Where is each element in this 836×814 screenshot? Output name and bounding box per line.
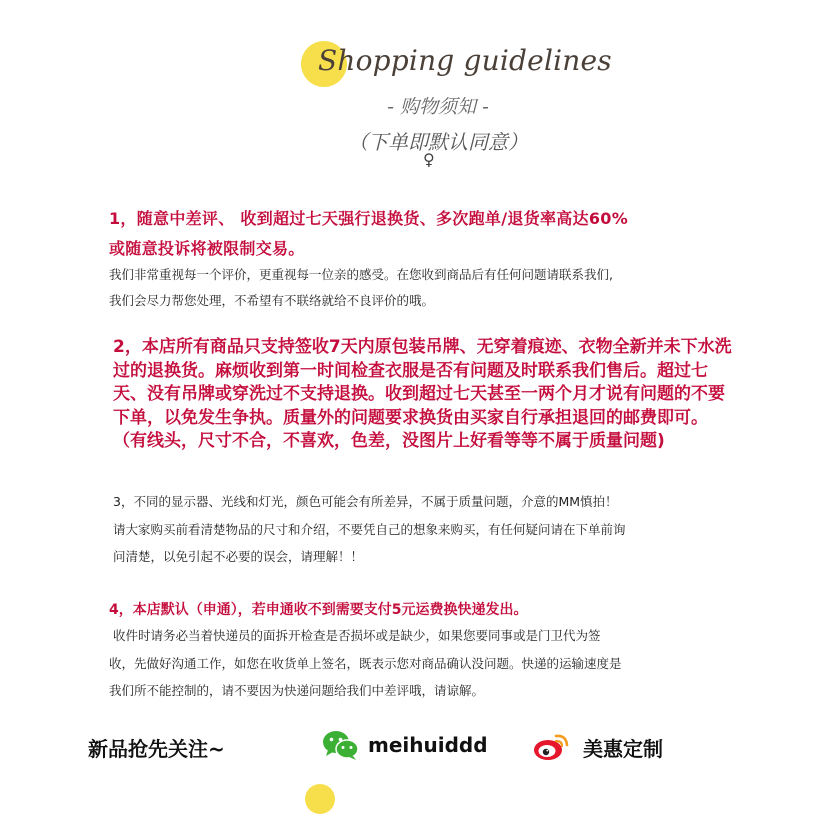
guideline-section-3 [113, 488, 753, 571]
section-1-heading-line1: 1，随意中差评、 收到超过七天强行退换货、多次跑单/退货率高达60% [109, 209, 629, 228]
wechat-id: meihuiddd [368, 733, 488, 757]
follow-footer [0, 727, 836, 767]
follow-label: 新品抢先关注~ [88, 737, 225, 761]
guideline-section-4 [109, 600, 749, 705]
section-3-line3: 问清楚，以免引起不必要的误会，请理解！！ [113, 549, 364, 564]
page-subtitle: （下单即默认同意） [348, 130, 528, 154]
guideline-section-2 [113, 336, 753, 454]
section-1-body-line2: 我们会尽力帮您处理，不希望有不联络就给不良评价的哦。 [109, 293, 435, 308]
section-1-heading-line2: 或随意投诉将被限制交易。 [109, 239, 305, 258]
section-2-text: 2，本店所有商品只支持签收7天内原包装吊牌、无穿着痕迹、衣物全新并未下水洗过的退换货。麻烦收到第一时间检查衣服是否有问题及时联系我们售后。超过七天、没有吊牌或穿洗过不支持退换。收到超过七天甚至一两个月才说有问题的不要下单，以免发生争执。质量外的问题要求换货由买家自行承担退回的邮费即可。（有线头，尺寸不合，不喜欢，色差，没图片上好看等等不属于质量问题) [113, 337, 732, 451]
wechat-icon [322, 729, 360, 765]
weibo-icon [533, 731, 571, 767]
section-3-line2: 请大家购买前看清楚物品的尺寸和介绍，不要凭自己的想象来购买，有任何疑问请在下单前询 [113, 521, 626, 537]
weibo-name: 美惠定制 [583, 737, 663, 761]
section-4-line2: 收，先做好沟通工作，如您在收货单上签名，既表示您对商品确认没问题。快递的运输速度是 [109, 655, 622, 671]
section-1-body-line1: 我们非常重视每一个评价，更重视每一位亲的感受。在您收到商品后有任何问题请联系我们, [109, 267, 613, 282]
section-3-line1: 3，不同的显示器、光线和灯光，颜色可能会有所差异，不属于质量问题，介意的MM慎拍！ [113, 494, 618, 509]
section-4-line1: 收件时请务必当着快递员的面拆开检查是否损坏或是缺少，如果您要同事或是门卫代为签 [109, 628, 601, 643]
guideline-section-1 [109, 204, 749, 314]
female-symbol-icon: ♀ [423, 150, 435, 169]
section-4-heading: 4，本店默认（申通），若申通收不到需要支付5元运费换快递发出。 [109, 602, 528, 618]
page-title-english: Shopping guidelines [318, 44, 612, 77]
section-4-line3: 我们所不能控制的，请不要因为快递问题给我们中差评哦，请谅解。 [109, 683, 485, 698]
page-title-chinese: - 购物须知 - [387, 96, 489, 118]
